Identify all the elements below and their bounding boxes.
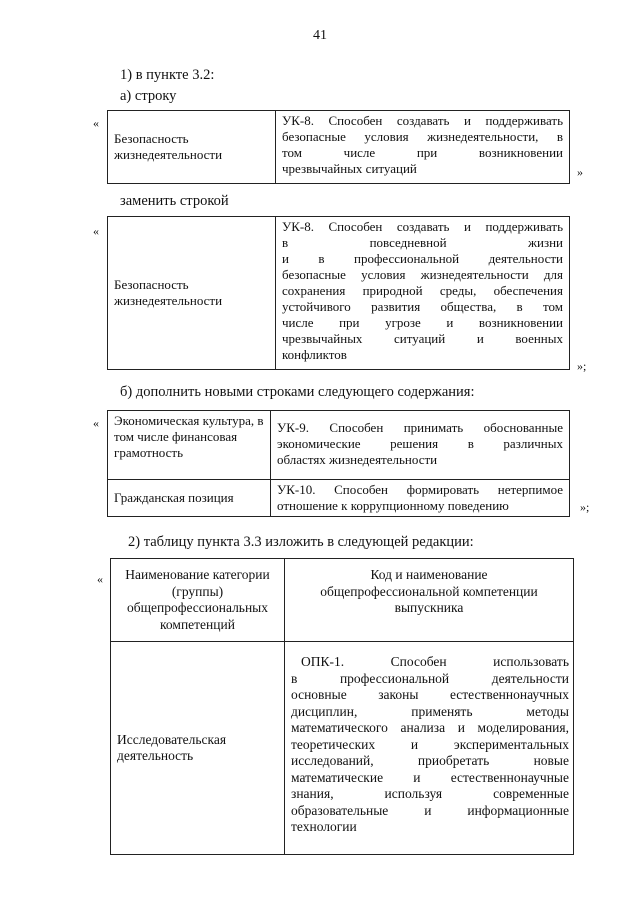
open-quote-2: « [93,224,99,238]
replace-text: заменить строкой [120,193,229,209]
table4-line: дисциплин, применять методы [291,703,569,719]
table2-line: УК-8. Способен создавать и поддерживать [282,219,563,234]
table4-line: технологии [291,819,357,834]
table2-left-cell: Безопасность жизнедеятельности [108,217,276,370]
table2-right-cell [276,217,570,370]
table3-line: экономические решения в различных [277,436,563,451]
table1-left-cell: Безопасность жизнедеятельности [108,111,276,184]
table2-line: числе при угрозе и возникновении [282,315,563,330]
table-new-row [107,216,570,370]
item-1-text: 1) в пункте 3.2: [120,67,215,83]
table4-line: в профессиональной деятельности [291,670,569,686]
table1-line: УК-8. Способен создавать и поддерживать [282,113,563,128]
table2-line: и в профессиональной деятельности [282,251,563,266]
table4-header-right: Код и наименование общепрофессиональной компетенции выпускника [285,559,574,642]
table-old-row [107,110,570,184]
table3-line: областях жизнедеятельности [277,452,438,467]
table1-right-cell [276,111,570,184]
table3-line: УК-10. Способен формировать нетерпимое [277,482,563,497]
table4-line: ОПК-1. Способен использовать [301,654,569,669]
table1-line: чрезвычайных ситуаций [282,161,417,176]
table4-row-right [285,642,574,855]
table4-line: математические и естественнонаучные [291,769,569,785]
table4-line: математического анализа и моделирования, [291,720,569,735]
table3-row1-left: Экономическая культура, в том числе финансовая грамотность [108,411,271,480]
table4-line: теоретических и экспериментальных [291,736,569,752]
table4-line: образовательные и информационные [291,802,569,818]
close-quote-2: »; [577,359,587,373]
table4-header-left: Наименование категории (группы) общепрофессиональных компетенций [111,559,285,642]
table-added-rows [107,410,570,517]
table3-line: УК-9. Способен принимать обоснованные [277,420,563,435]
table1-line: безопасные условия жизнедеятельности, в [282,129,563,144]
table3-row2-left: Гражданская позиция [108,480,271,517]
table2-line: безопасные условия жизнедеятельности для [282,267,563,282]
table4-line: исследований, приобретать новые [291,753,569,768]
table-competencies [110,558,574,855]
open-quote-4: « [97,572,103,586]
close-quote-1: » [577,165,583,179]
table2-line: чрезвычайных ситуаций и военных [282,331,563,346]
open-quote-1: « [93,116,99,130]
table2-line: устойчивого развития общества, в том [282,299,563,314]
item-2-text: 2) таблицу пункта 3.3 изложить в следующей редакции: [128,534,474,550]
table3-row2-right [271,480,570,517]
table2-line: конфликтов [282,347,347,362]
item-b-text: б) дополнить новыми строками следующего содержания: [120,384,475,400]
table4-line: знания, используя современные [291,786,569,801]
open-quote-3: « [93,416,99,430]
table4-row-left: Исследовательская деятельность [111,642,285,855]
page-number: 41 [313,28,327,43]
item-a-text: а) строку [120,88,177,104]
table2-line: в повседневной жизни [282,235,563,250]
table3-row1-right [271,411,570,480]
close-quote-3: »; [580,500,590,514]
table1-line: том числе при возникновении [282,145,563,160]
table4-line: основные законы естественнонаучных [291,687,569,702]
table2-line: сохранения природной среды, обеспечения [282,283,563,298]
table3-line: отношение к коррупционному поведению [277,498,509,513]
